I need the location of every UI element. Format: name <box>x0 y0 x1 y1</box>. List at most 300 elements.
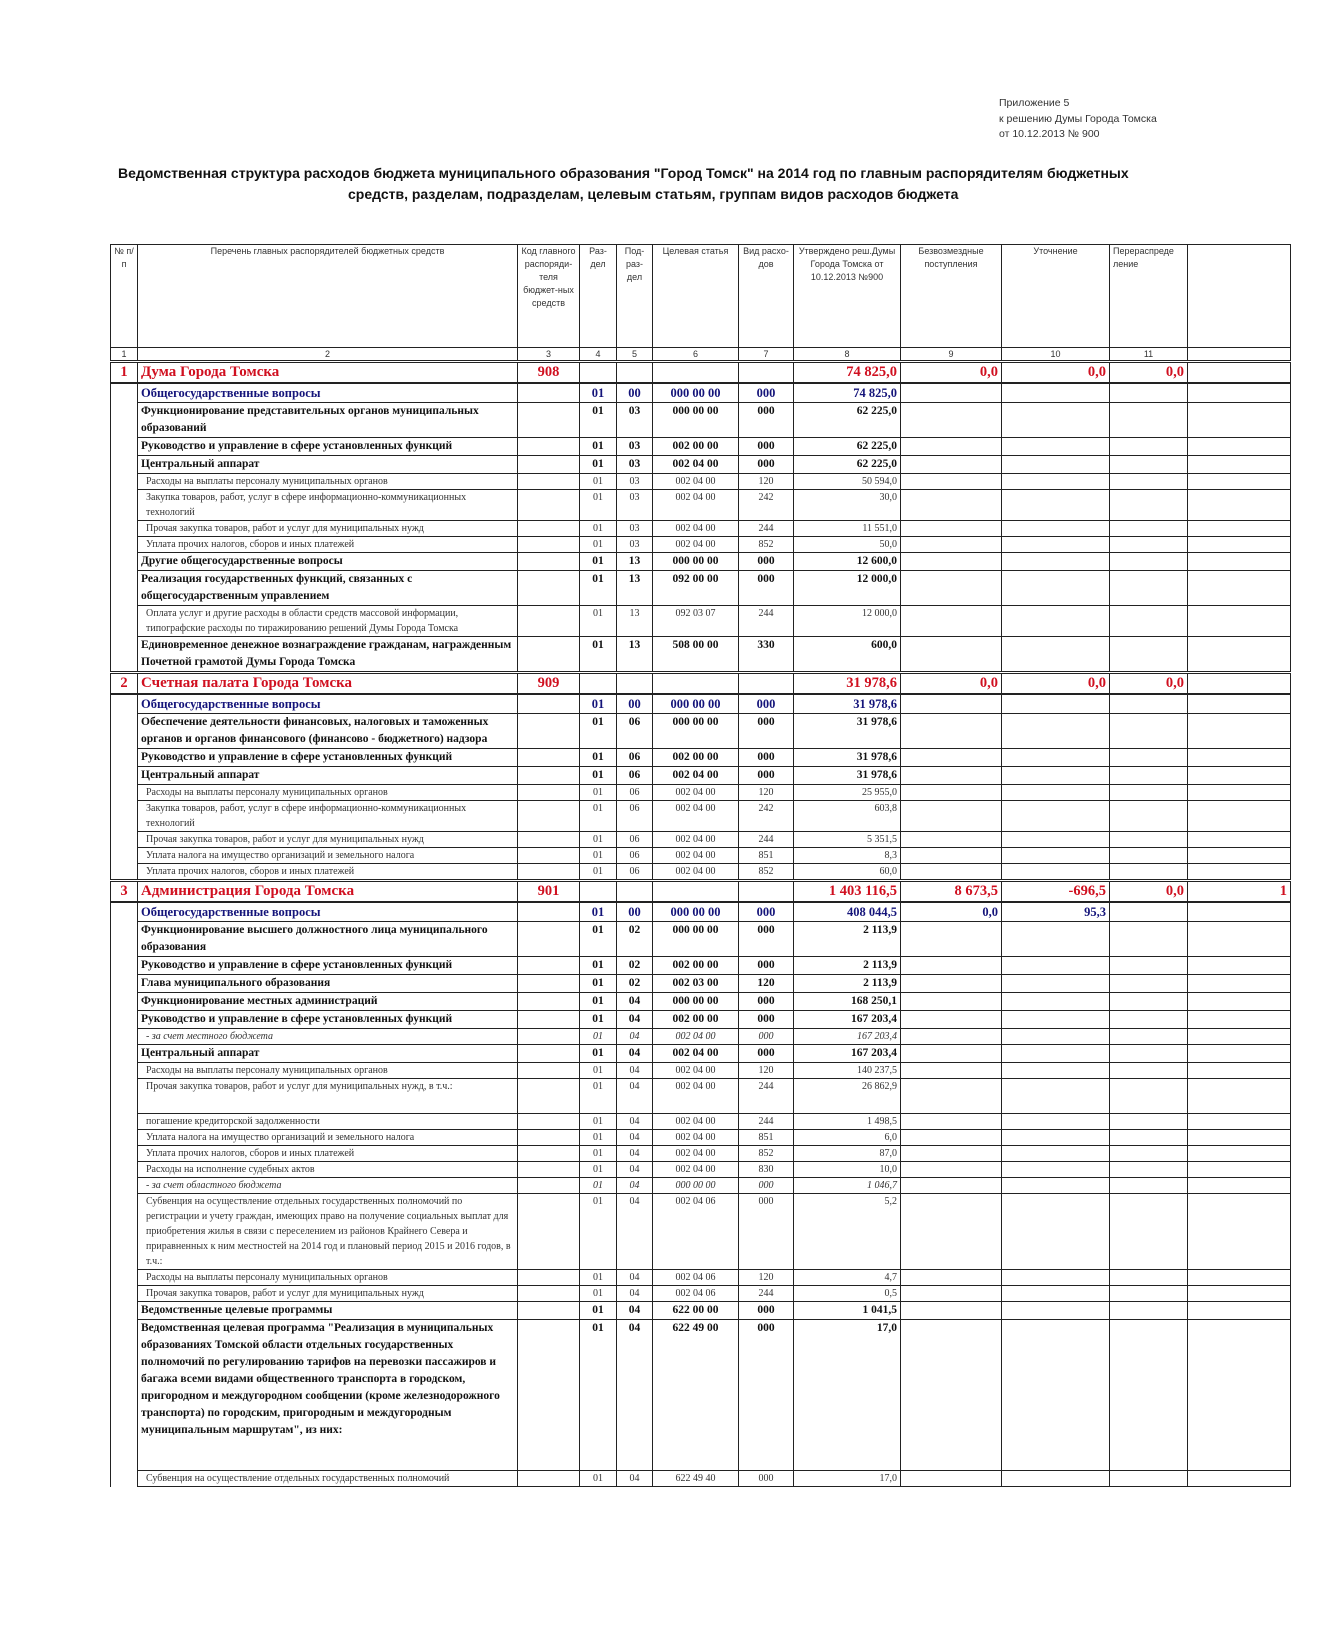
row-redistribution <box>1110 637 1188 673</box>
row-clarification <box>1002 1286 1110 1302</box>
row-number <box>111 714 138 749</box>
row-number <box>111 832 138 848</box>
row-redistribution <box>1110 1029 1188 1045</box>
row-extra <box>1188 922 1291 957</box>
row-target <box>653 673 739 695</box>
row-number <box>111 1194 138 1270</box>
row-approved: 167 203,4 <box>794 1011 901 1029</box>
row-approved: 17,0 <box>794 1320 901 1471</box>
row-clarification <box>1002 637 1110 673</box>
row-number <box>111 537 138 553</box>
row-podrazdel: 03 <box>617 521 653 537</box>
row-podrazdel: 00 <box>617 694 653 714</box>
table-row <box>111 1146 1291 1162</box>
row-vid: 000 <box>739 403 794 438</box>
row-clarification <box>1002 521 1110 537</box>
row-vid: 000 <box>739 749 794 767</box>
table-row <box>111 993 1291 1011</box>
row-code <box>518 1114 580 1130</box>
row-podrazdel: 13 <box>617 637 653 673</box>
table-row <box>111 403 1291 438</box>
row-vid: 244 <box>739 521 794 537</box>
row-vid: 120 <box>739 785 794 801</box>
row-razdel: 01 <box>580 1045 617 1063</box>
table-row <box>111 1011 1291 1029</box>
row-target: 622 49 40 <box>653 1471 739 1487</box>
row-approved: 603,8 <box>794 801 901 832</box>
row-name: Оплата услуг и другие расходы в области средств массовой информации, типографские расходы по тиражированию решений Думы Города Томска <box>138 606 518 637</box>
row-redistribution <box>1110 1286 1188 1302</box>
table-row <box>111 1029 1291 1045</box>
row-razdel: 01 <box>580 902 617 922</box>
row-redistribution <box>1110 902 1188 922</box>
header-target: Целевая статья <box>653 245 739 348</box>
row-vid: 120 <box>739 474 794 490</box>
row-approved: 1 403 116,5 <box>794 881 901 903</box>
row-podrazdel: 03 <box>617 537 653 553</box>
row-code <box>518 1302 580 1320</box>
row-redistribution <box>1110 1114 1188 1130</box>
row-target: 092 03 07 <box>653 606 739 637</box>
row-razdel <box>580 362 617 384</box>
table-row <box>111 749 1291 767</box>
row-gratuitous <box>901 1130 1002 1146</box>
header-vid: Вид расхо-дов <box>739 245 794 348</box>
row-target: 002 04 00 <box>653 1029 739 1045</box>
row-approved: 30,0 <box>794 490 901 521</box>
row-razdel: 01 <box>580 1178 617 1194</box>
row-number <box>111 1286 138 1302</box>
row-target: 622 49 00 <box>653 1320 739 1471</box>
row-clarification <box>1002 438 1110 456</box>
row-number <box>111 1146 138 1162</box>
row-redistribution <box>1110 383 1188 403</box>
col-num-11: 11 <box>1110 348 1188 362</box>
header-code: Код главного распоряди-теля бюджет-ных средств <box>518 245 580 348</box>
row-code <box>518 922 580 957</box>
row-razdel: 01 <box>580 1270 617 1286</box>
row-razdel: 01 <box>580 438 617 456</box>
row-clarification <box>1002 403 1110 438</box>
row-approved: 62 225,0 <box>794 438 901 456</box>
row-extra <box>1188 456 1291 474</box>
row-clarification <box>1002 1162 1110 1178</box>
row-gratuitous <box>901 694 1002 714</box>
row-approved: 1 041,5 <box>794 1302 901 1320</box>
row-gratuitous <box>901 1146 1002 1162</box>
row-podrazdel: 04 <box>617 993 653 1011</box>
row-name: Уплата прочих налогов, сборов и иных платежей <box>138 537 518 553</box>
col-num-7: 7 <box>739 348 794 362</box>
row-approved: 2 113,9 <box>794 975 901 993</box>
row-extra <box>1188 749 1291 767</box>
document-title <box>118 163 1318 205</box>
row-podrazdel: 06 <box>617 848 653 864</box>
row-code <box>518 1063 580 1079</box>
row-extra <box>1188 902 1291 922</box>
row-razdel: 01 <box>580 521 617 537</box>
row-approved: 17,0 <box>794 1471 901 1487</box>
row-clarification <box>1002 1079 1110 1114</box>
row-vid: 120 <box>739 975 794 993</box>
row-name: Расходы на выплаты персоналу муниципальных органов <box>138 474 518 490</box>
row-vid: 244 <box>739 1079 794 1114</box>
row-redistribution <box>1110 403 1188 438</box>
title-line-2: средств, разделам, подразделам, целевым статьям, группам видов расходов бюджета <box>348 186 959 202</box>
row-clarification <box>1002 785 1110 801</box>
table-row <box>111 785 1291 801</box>
row-gratuitous <box>901 1302 1002 1320</box>
row-target: 002 04 00 <box>653 1162 739 1178</box>
row-code <box>518 438 580 456</box>
row-name: Другие общегосударственные вопросы <box>138 553 518 571</box>
row-clarification <box>1002 975 1110 993</box>
row-clarification <box>1002 1114 1110 1130</box>
row-redistribution <box>1110 785 1188 801</box>
row-approved: 12 600,0 <box>794 553 901 571</box>
row-number <box>111 403 138 438</box>
row-gratuitous <box>901 1079 1002 1114</box>
table-row <box>111 957 1291 975</box>
row-approved: 50,0 <box>794 537 901 553</box>
row-gratuitous <box>901 606 1002 637</box>
row-gratuitous <box>901 438 1002 456</box>
row-vid: 830 <box>739 1162 794 1178</box>
row-number <box>111 1130 138 1146</box>
row-vid: 242 <box>739 490 794 521</box>
row-extra <box>1188 1320 1291 1471</box>
row-clarification <box>1002 714 1110 749</box>
row-redistribution <box>1110 714 1188 749</box>
row-razdel: 01 <box>580 1114 617 1130</box>
row-razdel: 01 <box>580 749 617 767</box>
row-podrazdel: 04 <box>617 1130 653 1146</box>
row-redistribution: 0,0 <box>1110 362 1188 384</box>
row-extra <box>1188 801 1291 832</box>
row-name: Руководство и управление в сфере установленных функций <box>138 749 518 767</box>
row-approved: 26 862,9 <box>794 1079 901 1114</box>
row-razdel: 01 <box>580 403 617 438</box>
row-approved: 31 978,6 <box>794 673 901 695</box>
row-code <box>518 832 580 848</box>
table-row <box>111 1130 1291 1146</box>
row-name: Закупка товаров, работ, услуг в сфере информационно-коммуникационных технологий <box>138 801 518 832</box>
row-gratuitous <box>901 1270 1002 1286</box>
row-code <box>518 403 580 438</box>
row-podrazdel: 04 <box>617 1063 653 1079</box>
row-redistribution <box>1110 456 1188 474</box>
row-redistribution <box>1110 975 1188 993</box>
row-extra <box>1188 1130 1291 1146</box>
row-approved: 408 044,5 <box>794 902 901 922</box>
row-clarification <box>1002 1270 1110 1286</box>
row-name: Глава муниципального образования <box>138 975 518 993</box>
row-podrazdel: 13 <box>617 606 653 637</box>
row-target: 002 04 00 <box>653 521 739 537</box>
row-target: 002 04 00 <box>653 456 739 474</box>
row-code <box>518 1286 580 1302</box>
row-target <box>653 881 739 903</box>
row-approved: 8,3 <box>794 848 901 864</box>
row-gratuitous: 0,0 <box>901 902 1002 922</box>
row-vid: 000 <box>739 456 794 474</box>
section-row <box>111 694 1291 714</box>
row-razdel: 01 <box>580 1320 617 1471</box>
row-target: 002 00 00 <box>653 749 739 767</box>
row-number: 1 <box>111 362 138 384</box>
row-vid: 000 <box>739 767 794 785</box>
row-number <box>111 490 138 521</box>
row-razdel: 01 <box>580 1029 617 1045</box>
row-target: 000 00 00 <box>653 403 739 438</box>
row-code <box>518 1029 580 1045</box>
row-clarification <box>1002 383 1110 403</box>
table-row <box>111 637 1291 673</box>
row-podrazdel: 02 <box>617 975 653 993</box>
row-approved: 62 225,0 <box>794 403 901 438</box>
table-row <box>111 474 1291 490</box>
row-razdel: 01 <box>580 456 617 474</box>
row-extra <box>1188 1079 1291 1114</box>
column-number-row <box>111 348 1291 362</box>
row-redistribution <box>1110 1178 1188 1194</box>
row-gratuitous <box>901 456 1002 474</box>
row-extra <box>1188 993 1291 1011</box>
row-approved: 5,2 <box>794 1194 901 1270</box>
table-row <box>111 1178 1291 1194</box>
row-gratuitous <box>901 767 1002 785</box>
row-approved: 62 225,0 <box>794 456 901 474</box>
row-code <box>518 848 580 864</box>
row-number <box>111 694 138 714</box>
row-razdel: 01 <box>580 1162 617 1178</box>
row-code <box>518 864 580 881</box>
row-vid: 000 <box>739 922 794 957</box>
row-extra <box>1188 1471 1291 1487</box>
row-extra <box>1188 975 1291 993</box>
row-code <box>518 1162 580 1178</box>
row-target: 002 04 00 <box>653 832 739 848</box>
row-vid: 852 <box>739 1146 794 1162</box>
row-clarification: 0,0 <box>1002 362 1110 384</box>
row-razdel: 01 <box>580 1146 617 1162</box>
row-redistribution <box>1110 1162 1188 1178</box>
col-num-9: 9 <box>901 348 1002 362</box>
row-target: 002 04 00 <box>653 864 739 881</box>
row-approved: 31 978,6 <box>794 767 901 785</box>
row-podrazdel: 06 <box>617 864 653 881</box>
row-razdel: 01 <box>580 785 617 801</box>
row-extra <box>1188 537 1291 553</box>
row-extra <box>1188 383 1291 403</box>
row-redistribution <box>1110 438 1188 456</box>
row-podrazdel: 03 <box>617 490 653 521</box>
row-clarification <box>1002 1045 1110 1063</box>
row-extra <box>1188 1045 1291 1063</box>
row-number <box>111 571 138 606</box>
row-extra <box>1188 606 1291 637</box>
row-code <box>518 456 580 474</box>
table-row <box>111 571 1291 606</box>
row-razdel <box>580 881 617 903</box>
row-extra <box>1188 1286 1291 1302</box>
header-podrazdel: Под-раз-дел <box>617 245 653 348</box>
row-gratuitous <box>901 553 1002 571</box>
row-extra <box>1188 474 1291 490</box>
row-target: 002 04 00 <box>653 490 739 521</box>
row-gratuitous <box>901 1178 1002 1194</box>
row-name: - за счет местного бюджета <box>138 1029 518 1045</box>
row-redistribution <box>1110 1045 1188 1063</box>
row-razdel: 01 <box>580 571 617 606</box>
table-row <box>111 1045 1291 1063</box>
row-extra <box>1188 957 1291 975</box>
row-clarification: -696,5 <box>1002 881 1110 903</box>
row-clarification <box>1002 1130 1110 1146</box>
appendix-line-1: Приложение 5 <box>999 97 1070 109</box>
row-number <box>111 957 138 975</box>
row-clarification <box>1002 474 1110 490</box>
row-approved: 10,0 <box>794 1162 901 1178</box>
row-number <box>111 1114 138 1130</box>
row-number <box>111 767 138 785</box>
row-name: Уплата прочих налогов, сборов и иных платежей <box>138 1146 518 1162</box>
row-redistribution <box>1110 767 1188 785</box>
row-number <box>111 749 138 767</box>
row-podrazdel: 03 <box>617 474 653 490</box>
row-redistribution <box>1110 490 1188 521</box>
row-gratuitous <box>901 714 1002 749</box>
row-clarification <box>1002 694 1110 714</box>
row-redistribution <box>1110 848 1188 864</box>
row-code <box>518 902 580 922</box>
budget-table <box>110 244 1291 1487</box>
row-approved: 4,7 <box>794 1270 901 1286</box>
row-code <box>518 537 580 553</box>
header-redistribution: Перераспреде ление <box>1110 245 1188 348</box>
row-podrazdel: 04 <box>617 1045 653 1063</box>
row-clarification <box>1002 1011 1110 1029</box>
row-name: Центральный аппарат <box>138 1045 518 1063</box>
row-extra <box>1188 1063 1291 1079</box>
row-podrazdel: 04 <box>617 1029 653 1045</box>
row-podrazdel: 04 <box>617 1302 653 1320</box>
row-approved: 12 000,0 <box>794 606 901 637</box>
row-gratuitous <box>901 474 1002 490</box>
row-extra <box>1188 694 1291 714</box>
row-clarification <box>1002 801 1110 832</box>
row-name: Закупка товаров, работ, услуг в сфере информационно-коммуникационных технологий <box>138 490 518 521</box>
row-name: Реализация государственных функций, связанных с общегосударственным управлением <box>138 571 518 606</box>
row-target: 000 00 00 <box>653 694 739 714</box>
row-gratuitous <box>901 785 1002 801</box>
row-vid <box>739 881 794 903</box>
row-number <box>111 902 138 922</box>
table-row <box>111 1079 1291 1114</box>
row-razdel: 01 <box>580 637 617 673</box>
row-approved: 87,0 <box>794 1146 901 1162</box>
row-target: 000 00 00 <box>653 553 739 571</box>
row-gratuitous <box>901 403 1002 438</box>
row-number <box>111 785 138 801</box>
col-num-5: 5 <box>617 348 653 362</box>
row-target: 002 00 00 <box>653 957 739 975</box>
row-target: 000 00 00 <box>653 902 739 922</box>
row-name: Уплата прочих налогов, сборов и иных платежей <box>138 864 518 881</box>
row-code <box>518 694 580 714</box>
row-name: Ведомственные целевые программы <box>138 1302 518 1320</box>
col-num-2: 2 <box>138 348 518 362</box>
row-gratuitous <box>901 490 1002 521</box>
table-row <box>111 553 1291 571</box>
row-number <box>111 383 138 403</box>
row-redistribution <box>1110 993 1188 1011</box>
row-extra <box>1188 832 1291 848</box>
row-clarification <box>1002 1178 1110 1194</box>
row-target: 000 00 00 <box>653 1178 739 1194</box>
row-razdel: 01 <box>580 957 617 975</box>
row-razdel <box>580 673 617 695</box>
row-name: Уплата налога на имущество организаций и земельного налога <box>138 1130 518 1146</box>
row-podrazdel: 04 <box>617 1471 653 1487</box>
row-clarification <box>1002 553 1110 571</box>
row-extra <box>1188 1194 1291 1270</box>
header-row <box>111 245 1291 348</box>
row-target <box>653 362 739 384</box>
table-row <box>111 1286 1291 1302</box>
row-razdel: 01 <box>580 767 617 785</box>
row-clarification <box>1002 537 1110 553</box>
row-gratuitous: 8 673,5 <box>901 881 1002 903</box>
row-number <box>111 474 138 490</box>
row-name: Ведомственная целевая программа "Реализация в муниципальных образованиях Томской области отдельных государственных полномочий по регулированию тарифов на перевозки пассажиров и багажа всеми видами общественного транспорта в городском, пригородном и междугородном сообщении (кроме железнодорожного транспорта) по городским, пригородным и междугородным муниципальным маршрутам", из них: <box>138 1320 518 1471</box>
row-vid: 000 <box>739 957 794 975</box>
row-name: Субвенция на осуществление отдельных государственных полномочий <box>138 1471 518 1487</box>
row-redistribution <box>1110 1079 1188 1114</box>
row-extra <box>1188 1178 1291 1194</box>
col-num-8: 8 <box>794 348 901 362</box>
row-vid: 244 <box>739 606 794 637</box>
row-code <box>518 767 580 785</box>
row-razdel: 01 <box>580 1471 617 1487</box>
row-code <box>518 637 580 673</box>
row-clarification <box>1002 1029 1110 1045</box>
row-number <box>111 1029 138 1045</box>
row-extra <box>1188 490 1291 521</box>
row-redistribution <box>1110 749 1188 767</box>
row-target: 002 04 00 <box>653 848 739 864</box>
row-code <box>518 383 580 403</box>
table-row <box>111 456 1291 474</box>
row-razdel: 01 <box>580 922 617 957</box>
row-podrazdel: 13 <box>617 553 653 571</box>
row-target: 092 00 00 <box>653 571 739 606</box>
row-redistribution <box>1110 1130 1188 1146</box>
row-gratuitous <box>901 832 1002 848</box>
row-name: Уплата налога на имущество организаций и земельного налога <box>138 848 518 864</box>
row-name: Единовременное денежное вознаграждение гражданам, награжденным Почетной грамотой Думы Города Томска <box>138 637 518 673</box>
table-row <box>111 1194 1291 1270</box>
row-extra <box>1188 362 1291 384</box>
row-name: Счетная палата Города Томска <box>138 673 518 695</box>
row-podrazdel <box>617 673 653 695</box>
row-code <box>518 957 580 975</box>
row-vid: 120 <box>739 1063 794 1079</box>
row-name: Общегосударственные вопросы <box>138 694 518 714</box>
row-approved: 60,0 <box>794 864 901 881</box>
row-clarification: 95,3 <box>1002 902 1110 922</box>
row-name: Прочая закупка товаров, работ и услуг для муниципальных нужд <box>138 1286 518 1302</box>
